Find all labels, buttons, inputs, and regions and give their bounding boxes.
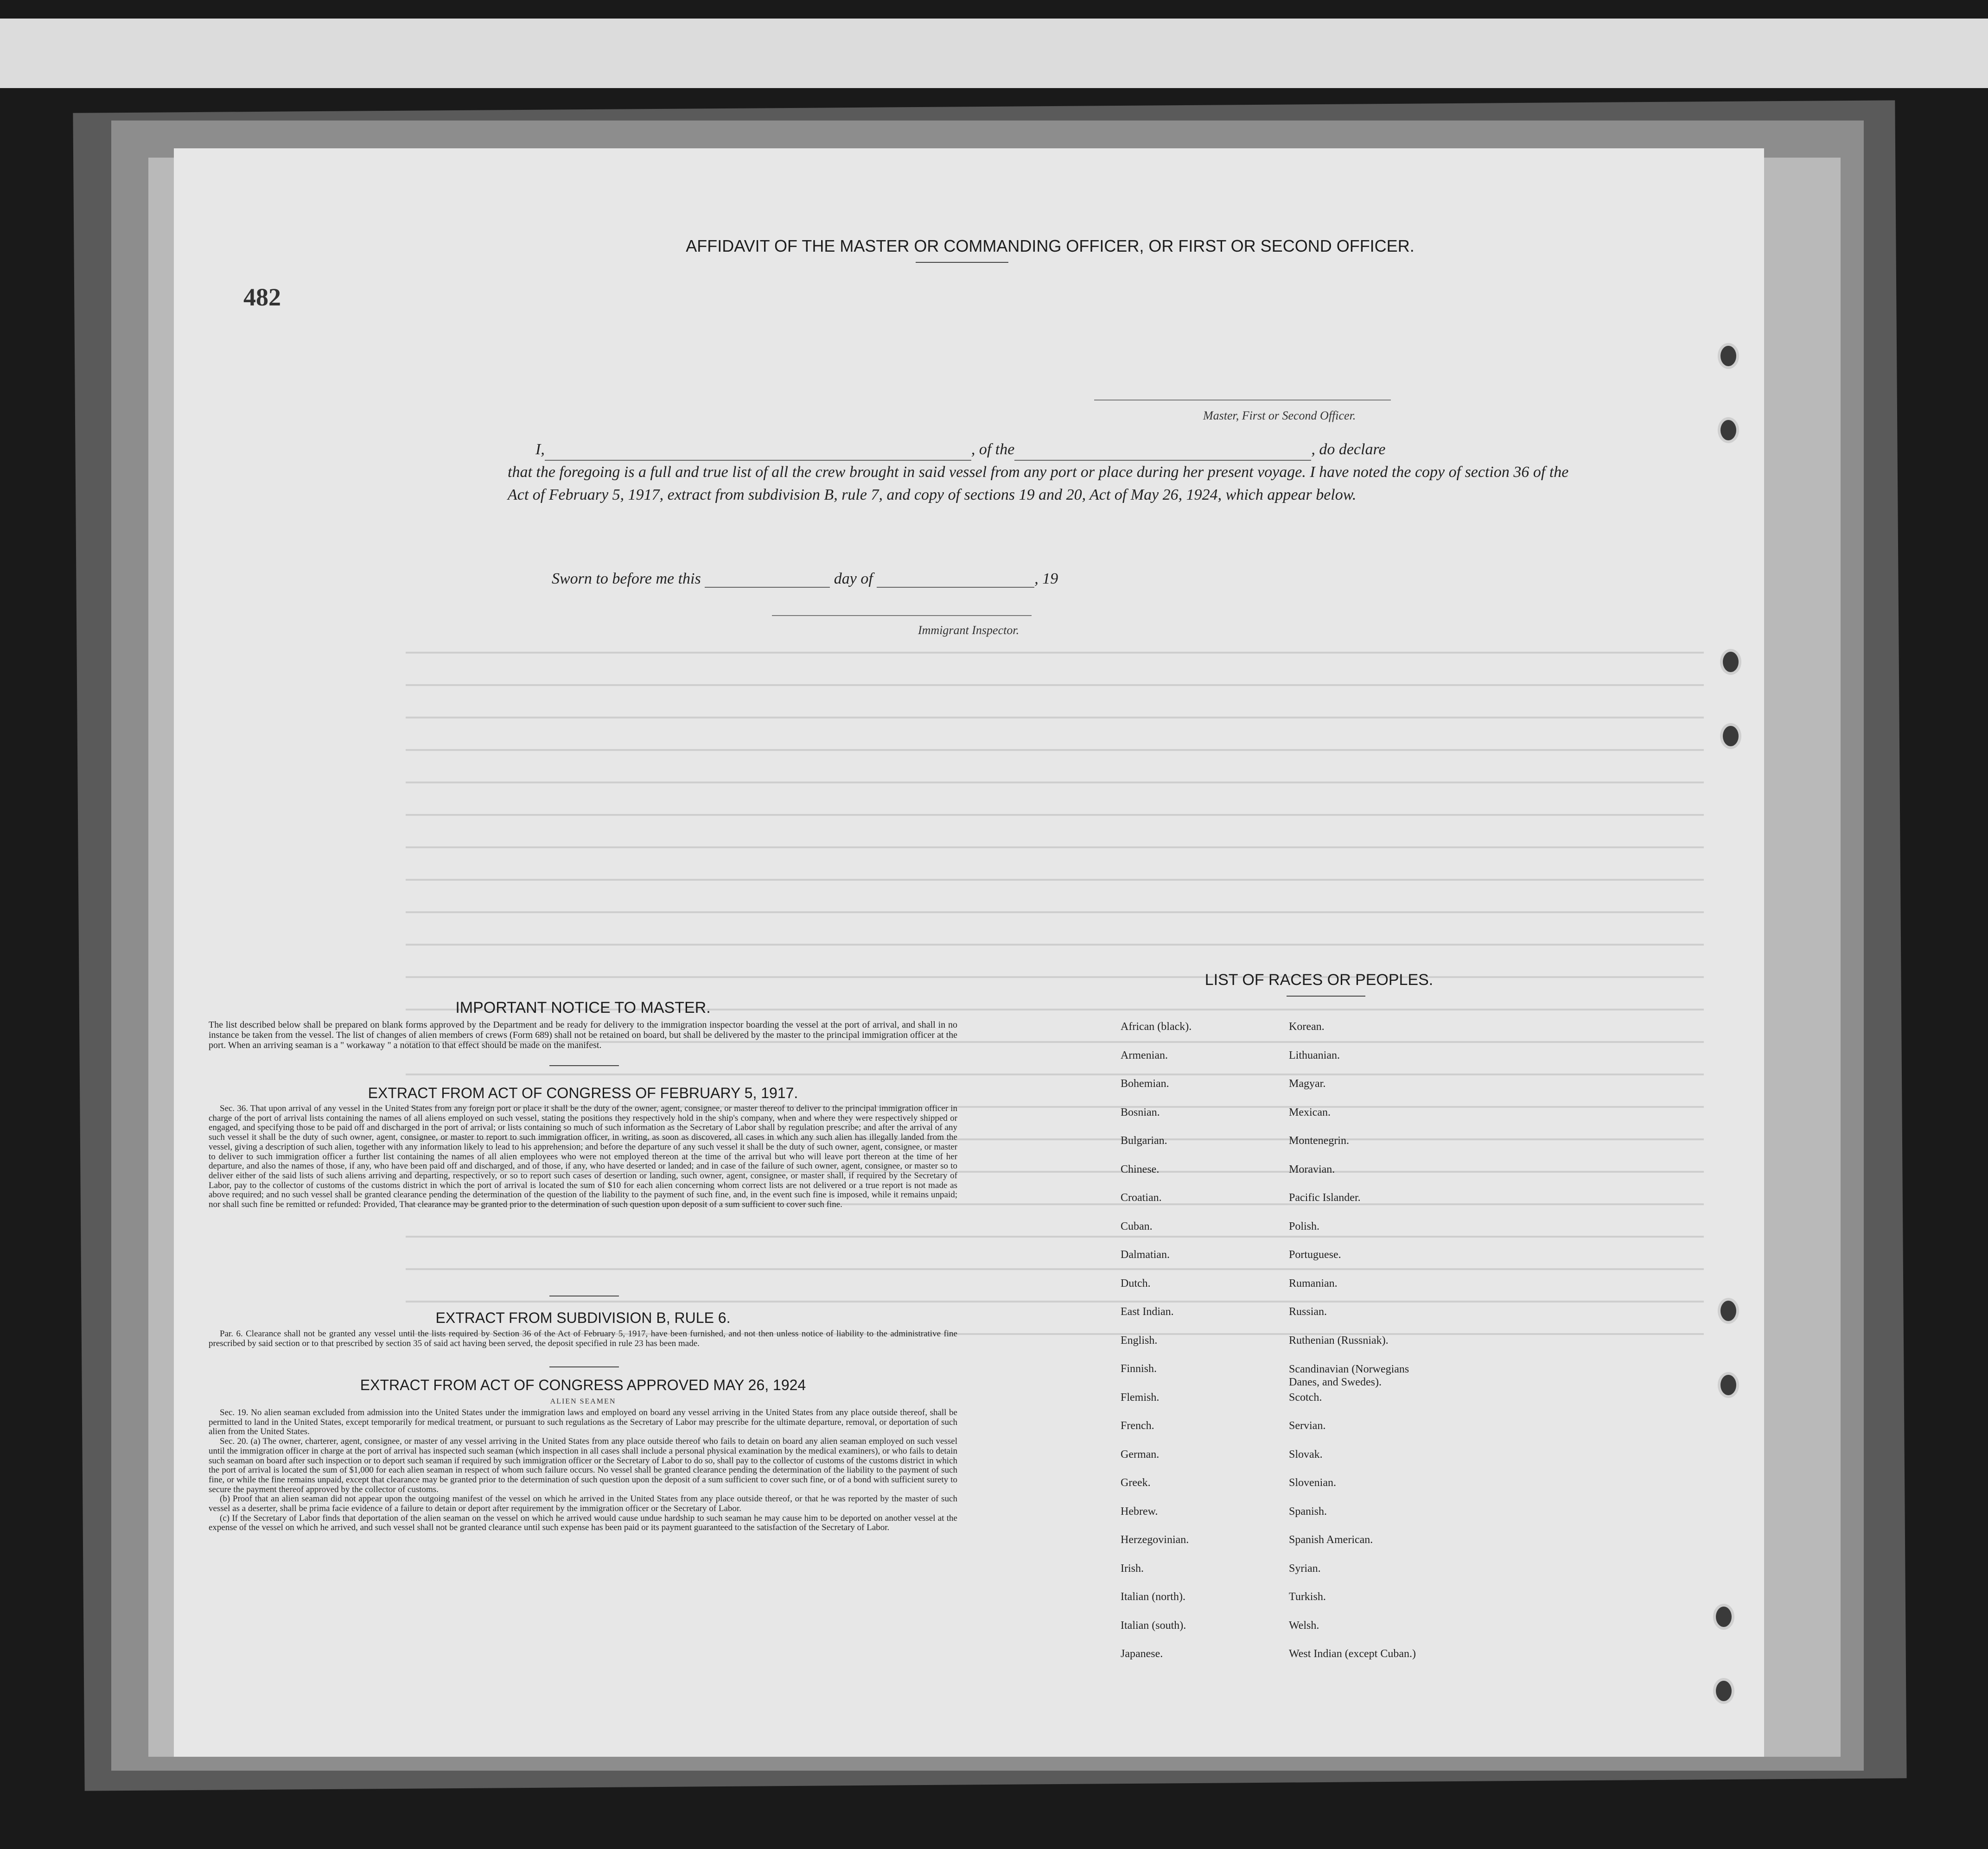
race-entry: Irish. xyxy=(1121,1562,1144,1575)
extract-1924-text xyxy=(209,1408,957,1533)
race-entry: Bulgarian. xyxy=(1121,1135,1167,1147)
extract-1917-title: EXTRACT FROM ACT OF CONGRESS OF FEBRUARY 5, 1917. xyxy=(368,1085,798,1101)
race-entry: Armenian. xyxy=(1121,1049,1168,1061)
race-entry: East Indian. xyxy=(1121,1306,1174,1318)
race-entry: Mexican. xyxy=(1289,1106,1331,1118)
master-signature-line xyxy=(1094,399,1391,400)
race-entry: Chinese. xyxy=(1121,1163,1160,1175)
race-entry: Cuban. xyxy=(1121,1220,1153,1233)
race-entry: Spanish American. xyxy=(1289,1534,1373,1546)
sec-19-paragraph: Sec. 19. No alien seaman excluded from admission into the United States under the immigration laws and employed on board any vessel arriving in the United States from any place outside thereof, shall be permitted to land in the United States, except temporarily for medical treatment, or pursuant to such regulations as the Secretary of Labor may prescribe for the ultimate departure, removal, or deportation of such alien from the United States. xyxy=(209,1408,957,1437)
sworn-day-of: day of xyxy=(834,570,873,587)
race-entry: Bohemian. xyxy=(1121,1078,1169,1090)
sworn-prefix: Sworn to before me this xyxy=(552,570,701,587)
subdivision-b-text xyxy=(209,1329,957,1348)
race-entry: Bosnian. xyxy=(1121,1106,1160,1118)
binder-hole xyxy=(1720,649,1741,675)
race-entry: Portuguese. xyxy=(1289,1249,1341,1261)
race-entry: German. xyxy=(1121,1448,1160,1461)
races-title: LIST OF RACES OR PEOPLES. xyxy=(1204,971,1434,989)
race-entry: Finnish. xyxy=(1121,1363,1157,1375)
extract-1924-title: EXTRACT FROM ACT OF CONGRESS APPROVED MAY 26, 1924 xyxy=(360,1377,806,1393)
race-entry: Scandinavian (Norwegians Danes, and Swedes). xyxy=(1289,1363,1409,1388)
affidavit-title: AFFIDAVIT OF THE MASTER OR COMMANDING OFFICER, OR FIRST OR SECOND OFFICER. xyxy=(686,236,1415,255)
sec-20a-paragraph: Sec. 20. (a) The owner, charterer, agent, consignee, or master of any vessel arriving in the United States from any place outside thereof who fails to detain on board any alien seaman employed on such vessel until the immigration officer in charge at the port of arrival has inspected such seaman (which inspection in all cases shall include a personal physical examination by the medical examiners), or who fails to detain such seaman on board after such inspection or to deport such seaman if required by such immigration officer or the Secretary of Labor to do so, shall pay to the collector of customs of the customs district in which the port of arrival is located the sum of $1,000 for each alien seaman in respect of whom such failure occurs. No vessel shall be granted clearance pending the determination of the liability to the payment of such fine, or while the fine remains unpaid, except that clearance may be granted prior to the determination of such question upon the deposit of a sum sufficient to cover such fine, or of a bond with sufficient surety to secure the payment thereof approved by the collector of customs. xyxy=(209,1436,957,1494)
race-entry: Turkish. xyxy=(1289,1591,1326,1603)
sworn-line xyxy=(552,570,1058,588)
race-entry: Japanese. xyxy=(1121,1648,1163,1660)
affidavit-line-1 xyxy=(508,438,1588,461)
sec-36-paragraph: Sec. 36. That upon arrival of any vessel in the United States from any foreign port or place it shall be the duty of the owner, agent, consignee, or master thereof to deliver to the principal immigration officer in charge of the port of arrival lists containing the names of all aliens employed on such vessel, stating the positions they respectively hold in the ship's company, when and where they were respectively shipped or engaged, and specifying those to be paid off and discharged in the port of arrival; or lists containing so much of such information as the Secretary of Labor shall by regulation prescribe; and after the arrival of any such vessel it shall be the duty of such owner, agent, consignee, or master to report to such immigration officer, in writing, as soon as discovered, all cases in which any such alien has illegally landed from the vessel, giving a description of such alien, together with any information likely to lead to his apprehension; and before the departure of any such vessel it shall be the duty of such owner, agent, consignee, or master to deliver to such immigration officer a further list containing the names of all alien employees who were not employed thereon at the time of the arrival but who will leave port thereon at the time of her departure, and also the names of those, if any, who have been paid off and discharged, and of those, if any, who have deserted or landed; and in case of the failure of such owner, agent, consignee, or master so to deliver either of the said lists of such aliens arriving and departing, respectively, or so to report such cases of desertion or landing, such owner, agent, consignee, or master shall, if required by the Secretary of Labor, pay to the collector of customs of the customs district in which the port of arrival is located the sum of $10 for each alien concerning whom correct lists are not delivered or a true report is not made as above required; and no such vessel shall be granted clearance pending the determination of the question of the liability to the payment of such fine, and, in the event such fine is imposed, while it remains unpaid; nor shall such fine be remitted or refunded: Provided, That clearance may be granted prior to the determination of such question upon deposit of a sum sufficient to cover such fine. xyxy=(209,1104,957,1210)
race-entry: Russian. xyxy=(1289,1306,1327,1318)
race-entry: Pacific Islander. xyxy=(1289,1192,1361,1204)
affidavit-title-rule xyxy=(916,262,1008,263)
race-entry: Lithuanian. xyxy=(1289,1049,1340,1061)
sworn-day-blank xyxy=(705,572,830,588)
affidavit-statement xyxy=(508,438,1588,506)
do-declare-label: , do declare xyxy=(1311,441,1386,458)
race-entry: Herzegovinian. xyxy=(1121,1534,1189,1546)
race-entry: Flemish. xyxy=(1121,1391,1160,1404)
race-entry: Italian (north). xyxy=(1121,1591,1185,1603)
race-entry: Hebrew. xyxy=(1121,1505,1158,1518)
sec-20c-paragraph: (c) If the Secretary of Labor finds that deportation of the alien seaman on the vessel on which he arrived would cause undue hardship to such seaman he may cause him to be deported on another vessel at the expense of the vessel on which he arrived, and such vessel shall not be granted clearance until such expense has been paid or its payment guaranteed to the satisfaction of the Secretary of Labor. xyxy=(209,1513,957,1533)
sec-20b-paragraph: (b) Proof that an alien seaman did not appear upon the outgoing manifest of the vessel on which he arrived in the United States from any place outside thereof, or that he was reported by the master of such vessel as a deserter, shall be prima facie evidence of a failure to detain or deport after requirement by the immigration officer or the Secretary of Labor. xyxy=(209,1494,957,1514)
binder-hole xyxy=(1718,1372,1739,1398)
race-entry: English. xyxy=(1121,1334,1158,1347)
subdivision-b-rule xyxy=(549,1366,619,1367)
subdivision-b-title: EXTRACT FROM SUBDIVISION B, RULE 6. xyxy=(435,1309,731,1326)
race-entry: Korean. xyxy=(1289,1021,1325,1033)
extract-1917-text xyxy=(209,1104,957,1210)
race-entry: Slovenian. xyxy=(1289,1477,1336,1489)
race-entry: Magyar. xyxy=(1289,1078,1326,1090)
binder-hole xyxy=(1713,1604,1734,1630)
binder-hole xyxy=(1718,1298,1739,1324)
par-6-paragraph: Par. 6. Clearance shall not be granted any vessel until the lists required by Section 36 of the Act of February 5, 1917, have been furnished, and not then unless notice of liability to the administrative fine prescribed by said section or to that prescribed by section 35 of said act having been served, the deposit specified in rule 23 has been made. xyxy=(209,1329,957,1348)
sworn-year: , 19 xyxy=(1034,570,1058,587)
inspector-label: Immigrant Inspector. xyxy=(918,623,1019,637)
alien-seamen-subtitle: ALIEN SEAMEN xyxy=(550,1398,616,1405)
manifest-page xyxy=(174,148,1764,1757)
race-entry: Polish. xyxy=(1289,1220,1320,1233)
sworn-month-blank xyxy=(877,572,1034,588)
race-entry: Scotch. xyxy=(1289,1391,1322,1404)
notice-title: IMPORTANT NOTICE TO MASTER. xyxy=(455,999,711,1017)
races-title-rule xyxy=(1287,996,1365,997)
master-signature-label: Master, First or Second Officer. xyxy=(1203,409,1356,422)
master-name-blank xyxy=(545,445,971,461)
race-entry: Servian. xyxy=(1289,1420,1326,1432)
race-entry: Rumanian. xyxy=(1289,1277,1338,1290)
race-entry: Croatian. xyxy=(1121,1192,1162,1204)
affidavit-i-label: I, xyxy=(535,441,545,458)
race-entry: African (black). xyxy=(1121,1021,1192,1033)
race-entry: Welsh. xyxy=(1289,1619,1319,1632)
race-entry: French. xyxy=(1121,1420,1154,1432)
race-entry: Italian (south). xyxy=(1121,1619,1186,1632)
notice-rule xyxy=(549,1065,619,1066)
race-entry: Ruthenian (Russniak). xyxy=(1289,1334,1389,1347)
race-entry: Greek. xyxy=(1121,1477,1151,1489)
page-number-stamp: 482 xyxy=(243,283,281,311)
race-entry: Moravian. xyxy=(1289,1163,1335,1175)
vessel-name-blank xyxy=(1014,445,1311,461)
race-entry: West Indian (except Cuban.) xyxy=(1289,1648,1416,1660)
race-entry: Montenegrin. xyxy=(1289,1135,1349,1147)
race-entry: Syrian. xyxy=(1289,1562,1321,1575)
notice-text: The list described below shall be prepared on blank forms approved by the Department and be ready for delivery to the immigration inspector boarding the vessel at the port of arrival, and shall in no instance be taken from the vessel. The list of changes of alien members of crews (Form 689) shall not be retained on board, but shall be delivered by the master to the principal immigration officer at the port. When an arriving seaman is a " workaway " a notation to that effect should be made on the manifest. xyxy=(209,1020,957,1050)
binder-hole xyxy=(1713,1678,1734,1704)
binder-hole xyxy=(1718,343,1739,369)
inspector-signature-line xyxy=(772,614,1032,616)
of-the-label: , of the xyxy=(971,441,1015,458)
scanner-top-strip xyxy=(0,19,1988,88)
race-entry: Dalmatian. xyxy=(1121,1249,1170,1261)
race-entry: Spanish. xyxy=(1289,1505,1327,1518)
affidavit-body: that the foregoing is a full and true list of all the crew brought in said vessel from any port or place during her present voyage. I have noted the copy of section 36 of the Act of February 5, 1917, extract from subdivision B, rule 7, and copy of sections 19 and 20, Act of May 26, 1924, which appear below. xyxy=(508,464,1569,503)
binder-hole xyxy=(1718,417,1739,443)
race-entry: Slovak. xyxy=(1289,1448,1323,1461)
binder-hole xyxy=(1720,723,1741,749)
race-entry: Dutch. xyxy=(1121,1277,1151,1290)
